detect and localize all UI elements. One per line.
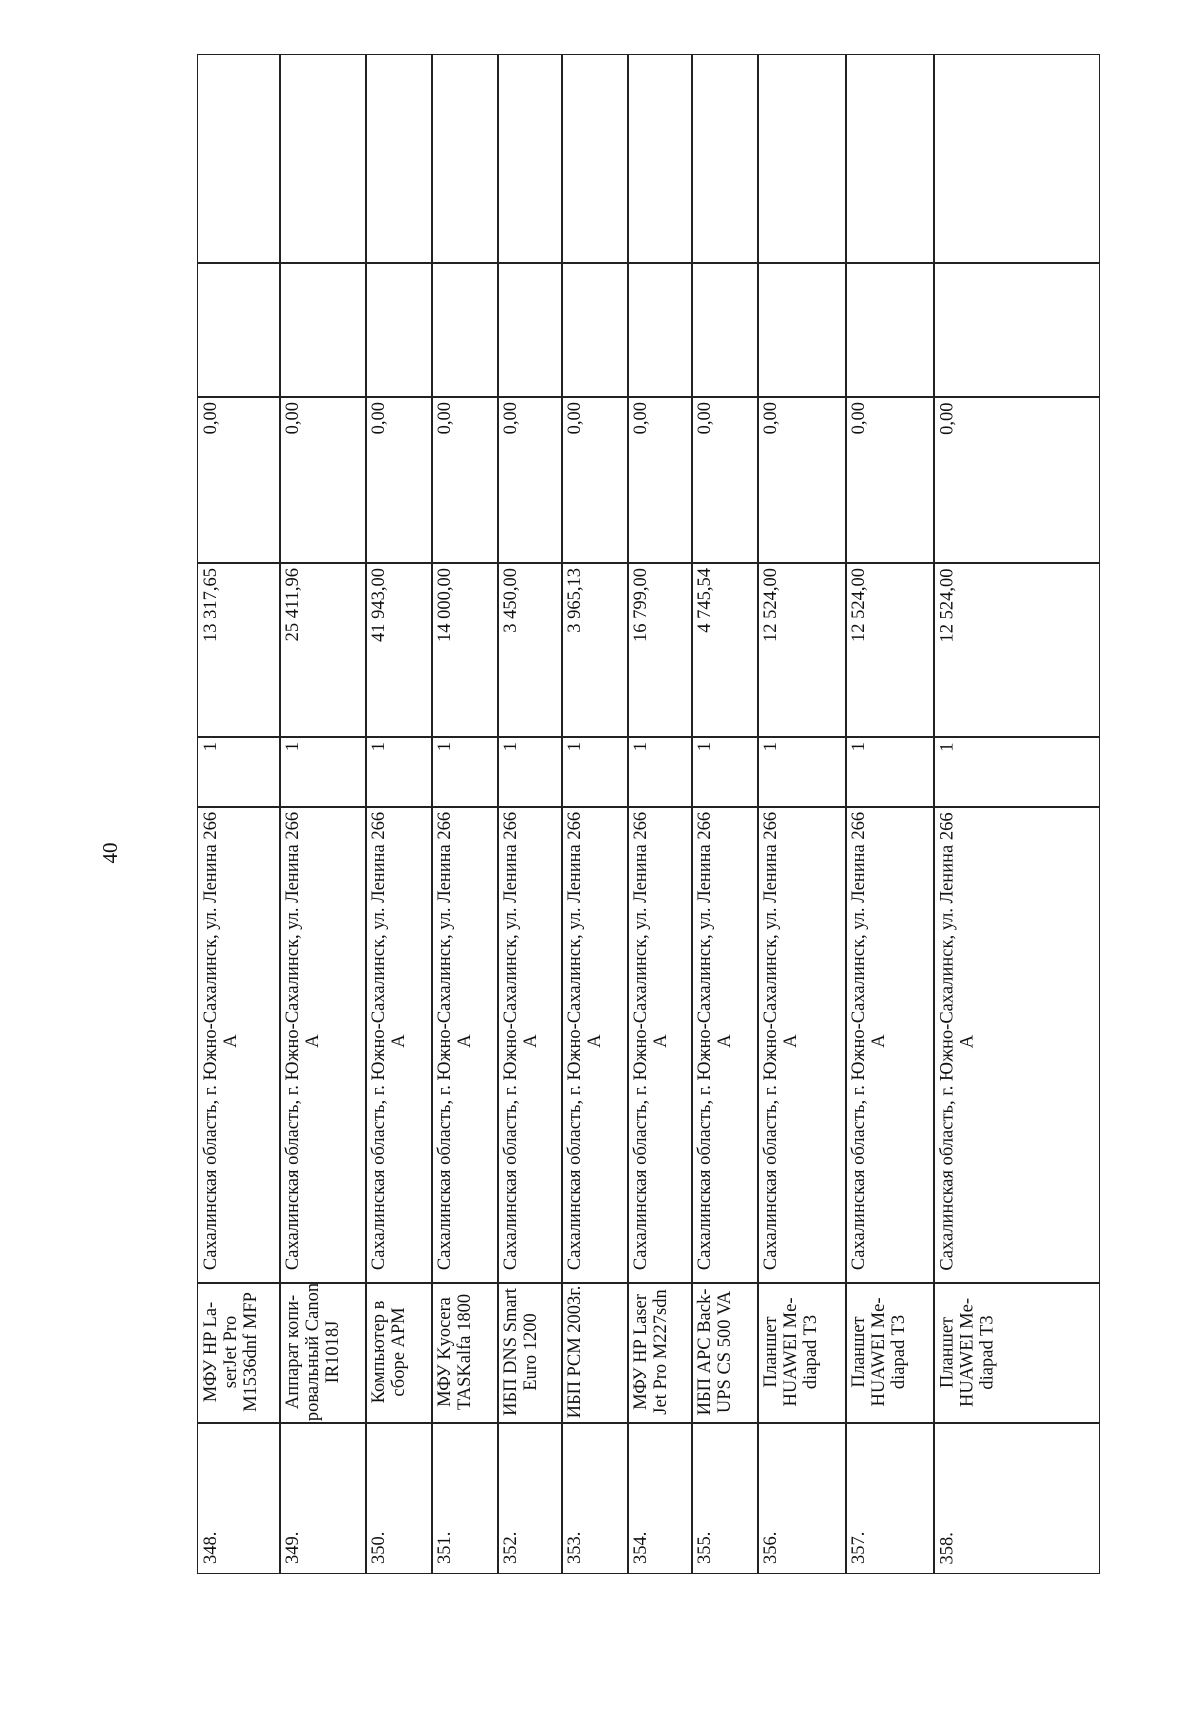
item-name-text: ИБП APC Back- UPS CS 500 VA [695, 1288, 735, 1416]
item-amount-text: 12 524,00 [761, 568, 781, 642]
item-quantity-text: 1 [201, 742, 221, 752]
item-name-text: Планшет HUAWEI Me- diapad T3 [937, 1297, 997, 1407]
item-amount-text: 16 799,00 [631, 568, 651, 642]
item-quantity [627, 736, 691, 806]
item-quantity [757, 736, 845, 806]
row-number [757, 1422, 845, 1574]
item-name-text: МФУ HP La- serJet Pro M1536dnf MFP [201, 1292, 261, 1412]
item-name-text: МФУ HP Laser Jet Pro M227sdn [631, 1289, 671, 1415]
item-quantity [561, 736, 627, 806]
item-amount-text: 14 000,00 [435, 568, 455, 642]
item-address [497, 806, 561, 1282]
item-address-text: Сахалинская область, г. Южно-Сахалинск, ул. Ленина 266 А [435, 811, 475, 1271]
item-amount [757, 562, 845, 736]
item-address [431, 806, 497, 1282]
row-number-text: 355. [695, 1531, 715, 1564]
item-quantity [845, 736, 933, 806]
item-residual [757, 396, 845, 562]
item-residual-text: 0,00 [283, 402, 303, 435]
item-amount [561, 562, 627, 736]
item-amount [845, 562, 933, 736]
item-amount-text: 13 317,65 [201, 568, 221, 642]
item-address [627, 806, 691, 1282]
item-name-text: ИБП DNS Smart Euro 1200 [501, 1288, 541, 1416]
item-quantity [691, 736, 757, 806]
item-name [561, 1282, 627, 1422]
item-residual [691, 396, 757, 562]
item-address-text: Сахалинская область, г. Южно-Сахалинск, ул. Ленина 266 А [565, 811, 605, 1271]
item-name [757, 1282, 845, 1422]
row-number-text: 354. [631, 1531, 651, 1564]
item-amount-text: 4 745,54 [695, 568, 715, 633]
item-address [845, 806, 933, 1282]
row-number [561, 1422, 627, 1574]
item-quantity [497, 736, 561, 806]
item-address [561, 806, 627, 1282]
item-residual-text: 0,00 [761, 402, 781, 435]
item-quantity-text: 1 [937, 742, 957, 752]
item-residual [365, 396, 431, 562]
item-residual [197, 396, 279, 562]
item-quantity-text: 1 [761, 742, 781, 752]
item-amount [197, 562, 279, 736]
item-quantity [279, 736, 365, 806]
item-amount-text: 3 450,00 [501, 568, 521, 633]
item-quantity [933, 736, 1100, 806]
item-name-text: Планшет HUAWEI Me- diapad T3 [761, 1297, 821, 1407]
item-residual [497, 396, 561, 562]
item-address-text: Сахалинская область, г. Южно-Сахалинск, ул. Ленина 266 А [849, 811, 889, 1271]
item-residual-text: 0,00 [695, 402, 715, 435]
item-name [627, 1282, 691, 1422]
item-amount-text: 25 411,96 [283, 568, 303, 642]
item-quantity-text: 1 [695, 742, 715, 752]
item-amount [497, 562, 561, 736]
item-name [365, 1282, 431, 1422]
item-amount [365, 562, 431, 736]
item-quantity-text: 1 [501, 742, 521, 752]
item-residual [431, 396, 497, 562]
page-number: 40 [98, 842, 122, 864]
item-residual [933, 396, 1100, 562]
item-residual-text: 0,00 [849, 402, 869, 435]
item-residual-text: 0,00 [501, 402, 521, 435]
column-divider [197, 262, 1100, 264]
item-address-text: Сахалинская область, г. Южно-Сахалинск, ул. Ленина 266 А [937, 811, 977, 1271]
row-number-text: 348. [201, 1531, 221, 1564]
item-quantity [365, 736, 431, 806]
item-amount-text: 41 943,00 [369, 568, 389, 642]
item-address [757, 806, 845, 1282]
row-number-text: 350. [369, 1531, 389, 1564]
row-number-text: 356. [761, 1531, 781, 1564]
row-number-text: 358. [937, 1531, 957, 1564]
item-amount [933, 562, 1100, 736]
item-name [845, 1282, 933, 1422]
item-amount-text: 3 965,13 [565, 568, 585, 633]
item-address [197, 806, 279, 1282]
item-amount [279, 562, 365, 736]
item-quantity-text: 1 [849, 742, 869, 752]
item-amount [627, 562, 691, 736]
item-name-text: Планшет HUAWEI Me- diapad T3 [849, 1297, 909, 1407]
item-name [197, 1282, 279, 1422]
row-number-text: 353. [565, 1531, 585, 1564]
row-number [627, 1422, 691, 1574]
row-number [365, 1422, 431, 1574]
item-address-text: Сахалинская область, г. Южно-Сахалинск, ул. Ленина 266 А [501, 811, 541, 1271]
item-name-text: Компьютер в сборе АРМ [369, 1300, 409, 1404]
row-number [845, 1422, 933, 1574]
item-amount [691, 562, 757, 736]
item-residual [279, 396, 365, 562]
row-number [497, 1422, 561, 1574]
item-address [365, 806, 431, 1282]
item-amount-text: 12 524,00 [849, 568, 869, 642]
item-quantity-text: 1 [631, 742, 651, 752]
item-quantity [431, 736, 497, 806]
row-number [691, 1422, 757, 1574]
item-quantity-text: 1 [435, 742, 455, 752]
item-name-text: ИБП PCM 2003г. [565, 1285, 585, 1419]
row-number-text: 351. [435, 1531, 455, 1564]
item-amount [431, 562, 497, 736]
row-number-text: 349. [283, 1531, 303, 1564]
item-quantity-text: 1 [283, 742, 303, 752]
item-residual [845, 396, 933, 562]
item-address [691, 806, 757, 1282]
inventory-table [197, 54, 1100, 1574]
item-residual-text: 0,00 [201, 402, 221, 435]
item-quantity-text: 1 [565, 742, 585, 752]
item-amount-text: 12 524,00 [937, 568, 957, 642]
row-number [933, 1422, 1100, 1574]
item-address [279, 806, 365, 1282]
item-residual [627, 396, 691, 562]
row-number [197, 1422, 279, 1574]
row-number [279, 1422, 365, 1574]
item-quantity [197, 736, 279, 806]
item-address-text: Сахалинская область, г. Южно-Сахалинск, ул. Ленина 266 А [201, 811, 241, 1271]
item-name [497, 1282, 561, 1422]
item-address-text: Сахалинская область, г. Южно-Сахалинск, ул. Ленина 266 А [761, 811, 801, 1271]
item-residual-text: 0,00 [631, 402, 651, 435]
item-name [279, 1282, 365, 1422]
item-name [933, 1282, 1100, 1422]
row-number-text: 352. [501, 1531, 521, 1564]
item-quantity-text: 1 [369, 742, 389, 752]
item-residual-text: 0,00 [435, 402, 455, 435]
item-address-text: Сахалинская область, г. Южно-Сахалинск, ул. Ленина 266 А [369, 811, 409, 1271]
item-residual-text: 0,00 [565, 402, 585, 435]
item-address-text: Сахалинская область, г. Южно-Сахалинск, ул. Ленина 266 А [283, 811, 323, 1271]
item-name-text: МФУ Kyocera TASKalfa 1800 [435, 1293, 475, 1411]
row-number-text: 357. [849, 1531, 869, 1564]
item-name-text: Аппарат копи- ровальный Canon IR1018J [283, 1282, 343, 1422]
item-address-text: Сахалинская область, г. Южно-Сахалинск, ул. Ленина 266 А [695, 811, 735, 1271]
item-address [933, 806, 1100, 1282]
row-number [431, 1422, 497, 1574]
item-residual [561, 396, 627, 562]
item-name [691, 1282, 757, 1422]
item-residual-text: 0,00 [369, 402, 389, 435]
item-address-text: Сахалинская область, г. Южно-Сахалинск, ул. Ленина 266 А [631, 811, 671, 1271]
item-residual-text: 0,00 [937, 402, 957, 435]
item-name [431, 1282, 497, 1422]
